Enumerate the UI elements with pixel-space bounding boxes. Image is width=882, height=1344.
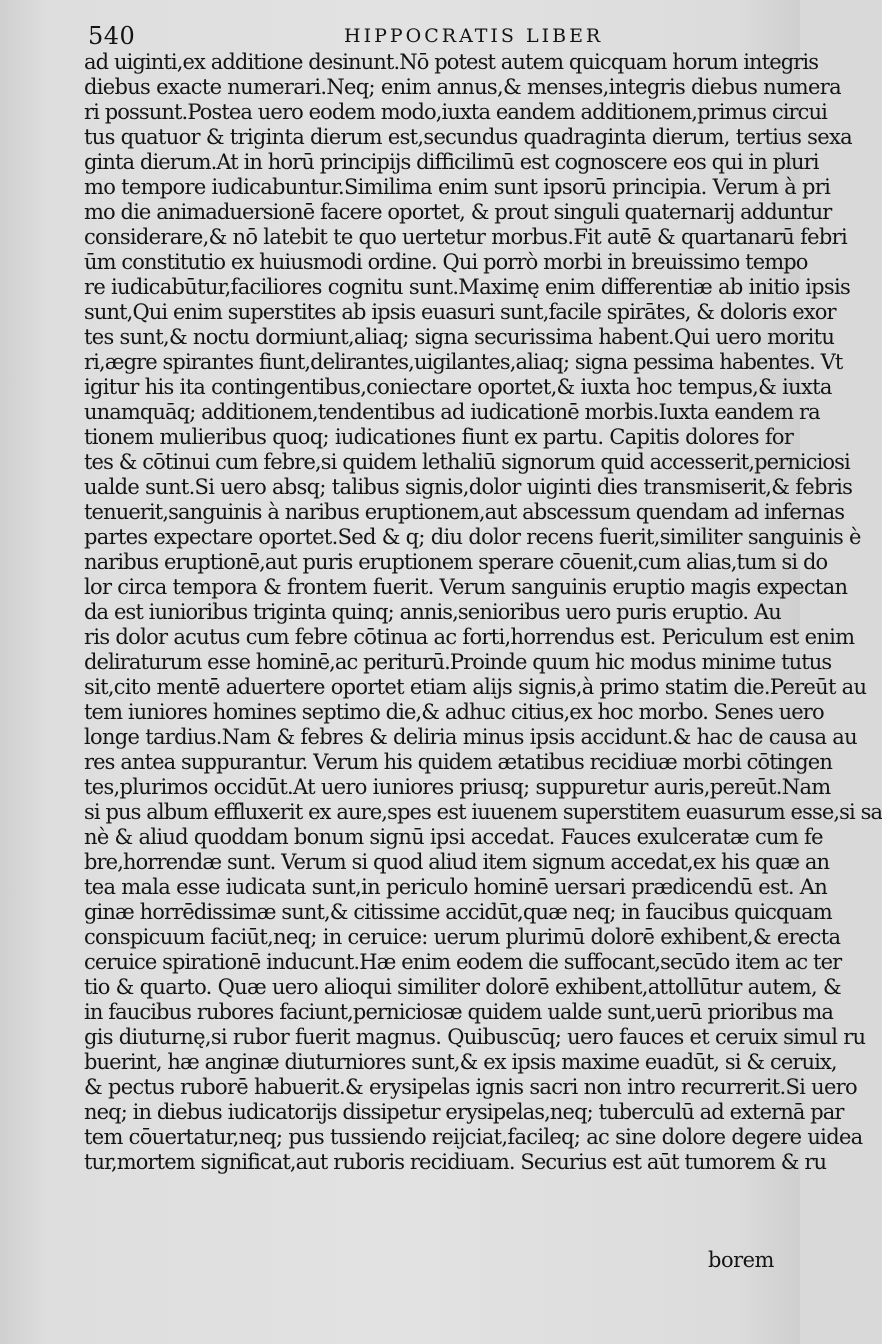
text-line: gis diuturnę,si rubor fuerit magnus. Quibuscūq; uero fauces et ceruix simul ru [84, 1025, 866, 1049]
text-line: in faucibus rubores faciunt,perniciosæ quidem ualde sunt,uerū prioribus ma [84, 1000, 834, 1024]
text-line: ris dolor acutus cum febre cōtinua ac forti,horrendus est. Periculum est enim [84, 625, 855, 649]
text-line: tes sunt,& noctu dormiunt,aliaq; signa securissima habent.Qui uero moritu [84, 325, 835, 349]
text-line: bre,horrendæ sunt. Verum si quod aliud item signum accedat,ex his quæ an [84, 850, 830, 874]
text-line: tem cōuertatur,neq; pus tussiendo reijciat,facileq; ac sine dolore degere uidea [84, 1125, 863, 1149]
catchword: borem [708, 1248, 774, 1272]
text-line: ri possunt.Postea uero eodem modo,iuxta eandem additionem,primus circui [84, 100, 827, 124]
running-title: HIPPOCRATIS LIBER [344, 25, 604, 47]
text-line: tem iuniores homines septimo die,& adhuc citius,ex hoc morbo. Senes uero [84, 700, 824, 724]
text-line: mo die animaduersionē facere oportet, & prout singuli quaternarij adduntur [84, 200, 832, 224]
text-line: tes & cōtinui cum febre,si quidem lethaliū signorum quid accesserit,perniciosi [84, 450, 850, 474]
text-line: si pus album effluxerit ex aure,spes est iuuenem superstitem euasurum esse,si sa [84, 800, 882, 824]
text-line: tenuerit,sanguinis à naribus eruptionem,aut abscessum quendam ad infernas [84, 500, 845, 524]
text-line: ad uiginti,ex additione desinunt.Nō potest autem quicquam horum integris [84, 50, 819, 74]
text-line: longe tardius.Nam & febres & deliria minus ipsis accidunt.& hac de causa au [84, 725, 857, 749]
text-line: res antea suppurantur. Verum his quidem ætatibus recidiuæ morbi cōtingen [84, 750, 832, 774]
text-line: ceruice spirationē inducunt.Hæ enim eodem die suffocant,secūdo item ac ter [84, 950, 842, 974]
running-head [88, 22, 778, 50]
text-line [84, 1200, 802, 1225]
text-line: considerare,& nō latebit te quo uertetur morbus.Fit autē & quartanarū febri [84, 225, 847, 249]
text-line: re iudicabūtur,faciliores cognitu sunt.Maximę enim differentiæ ab initio ipsis [84, 275, 851, 299]
text-line: unamquāq; additionem,tendentibus ad iudicationē morbis.Iuxta eandem ra [84, 400, 820, 424]
text-line: naribus eruptionē,aut puris eruptionem sperare cōuenit,cum alias,tum si do [84, 550, 828, 574]
text-line: deliraturum esse hominē,ac periturū.Proinde quum hic modus minime tutus [84, 650, 832, 674]
text-line: & pectus ruborē habuerit.& erysipelas ignis sacri non intro recurrerit.Si uero [84, 1075, 857, 1099]
text-line: neq; in diebus iudicatorijs dissipetur erysipelas,neq; tuberculū ad externā par [84, 1100, 844, 1124]
text-line: ri,ægre spirantes fiunt,delirantes,uigilantes,aliaq; signa pessima habentes. Vt [84, 350, 843, 374]
text-line: tio & quarto. Quæ uero alioqui similiter dolorē exhibent,attollūtur autem, & [84, 975, 841, 999]
text-line: lor circa tempora & frontem fuerit. Verum sanguinis eruptio magis expectan [84, 575, 848, 599]
text-line [84, 1225, 802, 1250]
text-line: ūm constitutio ex huiusmodi ordine. Qui porrò morbi in breuissimo tempo [84, 250, 808, 274]
text-line: tea mala esse iudicata sunt,in periculo hominē uersari prædicendū est. An [84, 875, 828, 899]
text-line: buerint, hæ anginæ diuturniores sunt,& ex ipsis maxime euadūt, si & ceruix, [84, 1050, 837, 1074]
text-line: tes,plurimos occidūt.At uero iuniores priusq; suppuretur auris,pereūt.Nam [84, 775, 831, 799]
text-line: ualde sunt.Si uero absq; talibus signis,dolor uiginti dies transmiserit,& febris [84, 475, 853, 499]
text-line: ginæ horrēdissimæ sunt,& citissime accidūt,quæ neq; in faucibus quicquam [84, 900, 832, 924]
text-line: conspicuum faciūt,neq; in ceruice: uerum plurimū dolorē exhibent,& erecta [84, 925, 841, 949]
text-line: da est iunioribus triginta quinq; annis,senioribus uero puris eruptio. Au [84, 600, 781, 624]
text-line: sit,cito mentē aduertere oportet etiam alijs signis,à primo statim die.Pereūt au [84, 675, 867, 699]
text-line: partes expectare oportet.Sed & q; diu dolor recens fuerit,similiter sanguinis è [84, 525, 861, 549]
text-line: sunt,Qui enim superstites ab ipsis euasuri sunt,facile spirātes, & doloris exor [84, 300, 836, 324]
text-line: igitur his ita contingentibus,coniectare oportet,& iuxta hoc tempus,& iuxta [84, 375, 832, 399]
text-line: tur,mortem significat,aut ruboris recidiuam. Securius est aūt tumorem & ru [84, 1150, 827, 1174]
text-line: diebus exacte numerari.Neq; enim annus,& menses,integris diebus numera [84, 75, 841, 99]
text-line [84, 1175, 802, 1200]
text-line: tus quatuor & triginta dierum est,secundus quadraginta dierum, tertius sexa [84, 125, 852, 149]
text-line: mo tempore iudicabuntur.Similima enim sunt ipsorū principia. Verum à pri [84, 175, 831, 199]
page-number: 540 [88, 22, 136, 50]
body-text [84, 50, 882, 1290]
text-line: nè & aliud quoddam bonum signū ipsi accedat. Fauces exulceratæ cum fe [84, 825, 823, 849]
text-line: tionem mulieribus quoq; iudicationes fiunt ex partu. Capitis dolores for [84, 425, 794, 449]
text-line: ginta dierum.At in horū principijs difficilimū est cognoscere eos qui in pluri [84, 150, 819, 174]
